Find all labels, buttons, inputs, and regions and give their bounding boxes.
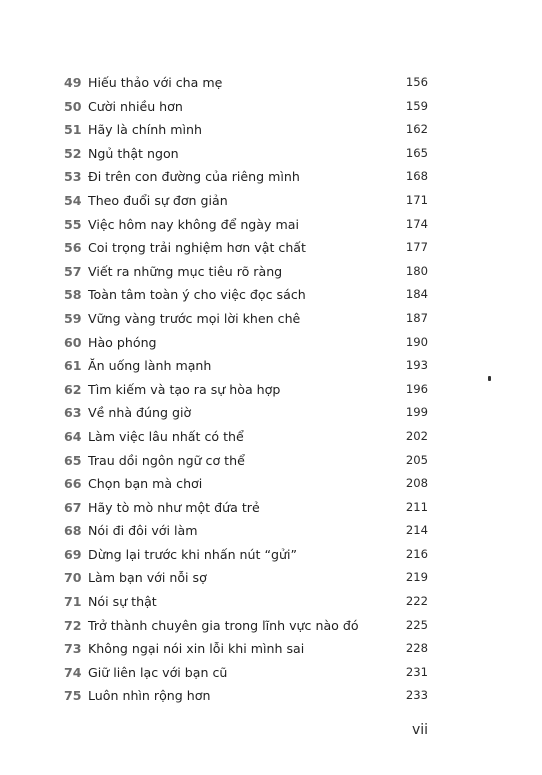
page-number: 190: [405, 334, 428, 349]
chapter-title: Luôn nhìn rộng hơn: [88, 688, 211, 704]
page-number: 205: [405, 452, 428, 467]
toc-entry: [64, 684, 428, 708]
chapter-title: Đi trên con đường của riêng mình: [88, 169, 300, 185]
chapter-title: Không ngại nói xin lỗi khi mình sai: [88, 641, 305, 657]
page-number: 171: [405, 192, 428, 207]
chapter-title: Hào phóng: [88, 334, 157, 350]
page-number: 168: [405, 169, 428, 184]
page-number: 187: [405, 310, 428, 325]
toc-entry: [64, 189, 428, 213]
chapter-number: 70: [64, 570, 82, 586]
page-number: 174: [405, 216, 428, 231]
chapter-number: 54: [64, 192, 82, 208]
chapter-number: 49: [64, 75, 82, 90]
chapter-number: 52: [64, 145, 82, 161]
page-number: 180: [405, 263, 428, 278]
toc-entry: [64, 165, 428, 189]
page-number: 222: [405, 594, 428, 609]
chapter-title: Tìm kiếm và tạo ra sự hòa hợp: [88, 381, 281, 397]
chapter-title: Viết ra những mục tiêu rõ ràng: [88, 263, 283, 279]
chapter-number: 56: [64, 240, 82, 256]
chapter-number: 65: [64, 452, 82, 468]
chapter-number: 58: [64, 287, 82, 303]
toc-entry: [64, 425, 428, 449]
toc-entry: [64, 307, 428, 331]
chapter-title: Chọn bạn mà chơi: [88, 476, 203, 492]
page-number: 219: [405, 570, 428, 585]
toc-entry: [64, 543, 428, 567]
toc-entry: [64, 283, 428, 307]
chapter-number: 61: [64, 358, 82, 374]
chapter-number: 60: [64, 334, 82, 350]
chapter-title: Toàn tâm toàn ý cho việc đọc sách: [88, 287, 306, 303]
page-number: 159: [405, 98, 428, 113]
chapter-number: 75: [64, 688, 82, 704]
chapter-number: 71: [64, 594, 82, 610]
chapter-number: 62: [64, 381, 82, 397]
toc-entry: [64, 71, 428, 95]
chapter-number: 68: [64, 523, 82, 539]
print-speck: [488, 376, 491, 381]
toc-entry: [64, 236, 428, 260]
page-number: 184: [405, 287, 428, 302]
chapter-title: Trau dồi ngôn ngữ cơ thể: [88, 452, 245, 468]
toc-entry: [64, 661, 428, 685]
toc-entry: [64, 519, 428, 543]
toc-entry: [64, 260, 428, 284]
toc-entry: [64, 637, 428, 661]
page-number: 162: [405, 122, 428, 137]
toc-entry: [64, 449, 428, 473]
page-number: 156: [405, 75, 428, 89]
toc-entry: [64, 142, 428, 166]
chapter-title: Cười nhiều hơn: [88, 98, 183, 114]
toc-entry: [64, 378, 428, 402]
page-number: 202: [405, 428, 428, 443]
toc-entry: [64, 213, 428, 237]
chapter-number: 69: [64, 546, 82, 562]
toc-entry: [64, 118, 428, 142]
chapter-number: 50: [64, 98, 82, 114]
chapter-number: 66: [64, 476, 82, 492]
chapter-number: 59: [64, 310, 82, 326]
chapter-title: Dừng lại trước khi nhấn nút “gửi”: [88, 546, 297, 562]
chapter-title: Làm bạn với nỗi sợ: [88, 570, 207, 586]
chapter-title: Theo đuổi sự đơn giản: [88, 192, 228, 208]
page-number: 193: [405, 358, 428, 373]
toc-entry: [64, 331, 428, 355]
page-number: 196: [405, 381, 428, 396]
toc-entry: [64, 401, 428, 425]
chapter-number: 53: [64, 169, 82, 185]
chapter-title: Trở thành chuyên gia trong lĩnh vực nào đó: [88, 617, 359, 633]
chapter-number: 74: [64, 664, 82, 680]
toc-entry: [64, 95, 428, 119]
chapter-title: Hãy là chính mình: [88, 122, 202, 138]
chapter-title: Hãy tò mò như một đứa trẻ: [88, 499, 260, 515]
toc-entry: [64, 590, 428, 614]
page-number: 225: [405, 617, 428, 632]
toc-entry: [64, 354, 428, 378]
page-number: 177: [405, 240, 428, 255]
table-of-contents: [64, 71, 428, 708]
page-number: 214: [405, 523, 428, 538]
chapter-title: Hiếu thảo với cha mẹ: [88, 75, 223, 90]
chapter-title: Về nhà đúng giờ: [88, 405, 192, 421]
toc-entry: [64, 472, 428, 496]
chapter-title: Ngủ thật ngon: [88, 145, 179, 161]
chapter-number: 57: [64, 263, 82, 279]
chapter-number: 73: [64, 641, 82, 657]
page-number: 216: [405, 546, 428, 561]
chapter-number: 72: [64, 617, 82, 633]
chapter-number: 51: [64, 122, 82, 138]
toc-entry: [64, 496, 428, 520]
chapter-title: Nói đi đôi với làm: [88, 523, 198, 539]
chapter-title: Nói sự thật: [88, 594, 157, 610]
toc-entry: [64, 566, 428, 590]
chapter-title: Làm việc lâu nhất có thể: [88, 428, 244, 444]
chapter-number: 63: [64, 405, 82, 421]
page-number: 231: [405, 664, 428, 679]
chapter-number: 55: [64, 216, 82, 232]
chapter-title: Việc hôm nay không để ngày mai: [88, 216, 299, 232]
chapter-title: Ăn uống lành mạnh: [88, 358, 212, 374]
chapter-title: Giữ liên lạc với bạn cũ: [88, 664, 228, 680]
page-number: 208: [405, 476, 428, 491]
page-number: 233: [405, 688, 428, 703]
toc-entry: [64, 614, 428, 638]
page-number: 165: [405, 145, 428, 160]
chapter-title: Vững vàng trước mọi lời khen chê: [88, 310, 301, 326]
page-number: 211: [405, 499, 428, 514]
chapter-number: 64: [64, 428, 82, 444]
chapter-number: 67: [64, 499, 82, 515]
page-number: 199: [405, 405, 428, 420]
page-number: 228: [405, 641, 428, 656]
chapter-title: Coi trọng trải nghiệm hơn vật chất: [88, 240, 306, 256]
page-folio: vii: [412, 722, 429, 738]
